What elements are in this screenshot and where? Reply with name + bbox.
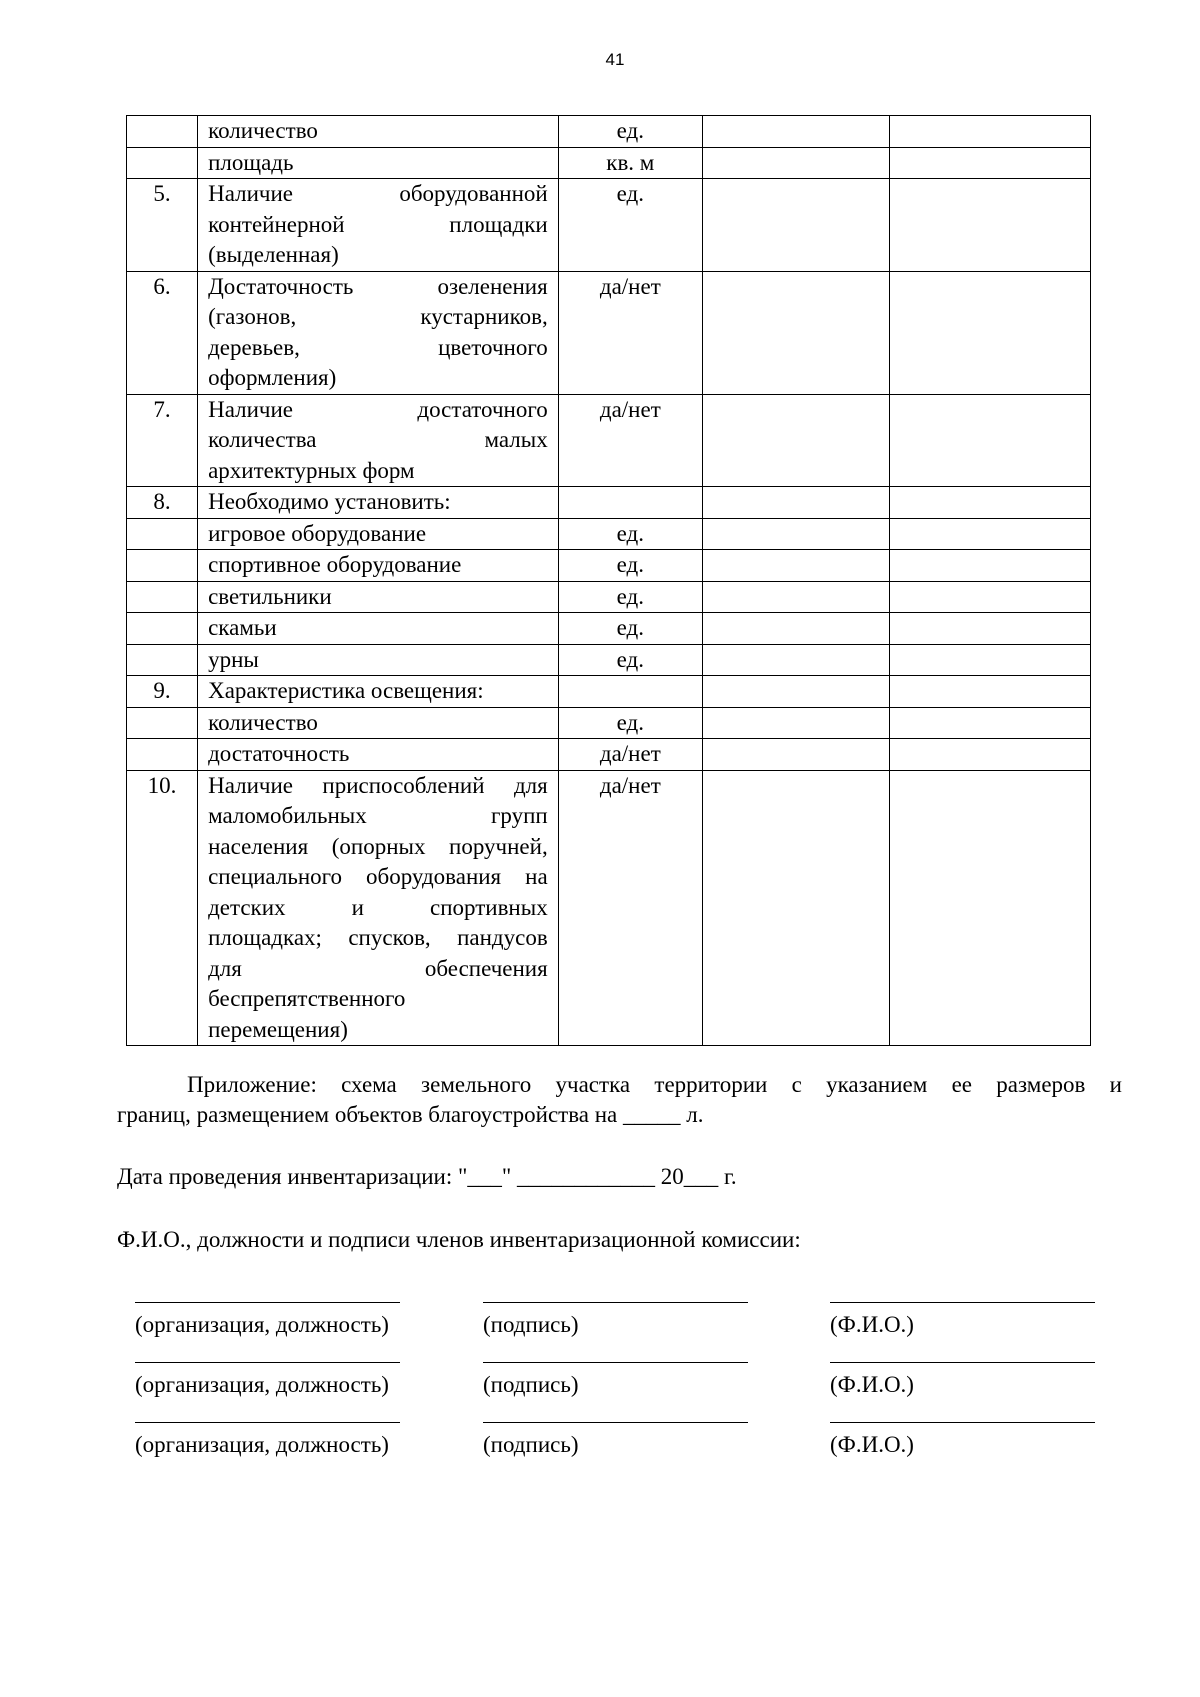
value-cell[interactable] bbox=[702, 613, 889, 645]
note-cell[interactable] bbox=[889, 116, 1090, 148]
note-cell[interactable] bbox=[889, 581, 1090, 613]
indicator-name-cell bbox=[198, 179, 559, 272]
unit-cell: ед. bbox=[558, 613, 702, 645]
value-cell[interactable] bbox=[702, 147, 889, 179]
row-number-cell: 8. bbox=[127, 487, 198, 519]
annex-paragraph bbox=[117, 1070, 1122, 1130]
indicator-name-cell bbox=[198, 581, 559, 613]
note-cell[interactable] bbox=[889, 487, 1090, 519]
indicator-name-cell bbox=[198, 394, 559, 487]
signature-blank-line[interactable] bbox=[830, 1422, 1095, 1423]
indicator-name-line: спортивное оборудование bbox=[208, 552, 462, 577]
row-number-cell: 10. bbox=[127, 770, 198, 1046]
row-number-cell: 5. bbox=[127, 179, 198, 272]
row-number-cell: 6. bbox=[127, 271, 198, 394]
annex-line-1: Приложение: схема земельного участка территории с указанием ее размеров и bbox=[187, 1072, 1122, 1097]
signature-blank-line[interactable] bbox=[830, 1302, 1095, 1303]
indicator-name-line: оформления) bbox=[208, 365, 337, 390]
signature-row bbox=[0, 1422, 1200, 1482]
table-row bbox=[127, 739, 1091, 771]
indicator-name-line: Наличие оборудованной bbox=[208, 181, 548, 206]
row-number-cell: 7. bbox=[127, 394, 198, 487]
signature-blank-line[interactable] bbox=[830, 1362, 1095, 1363]
value-cell[interactable] bbox=[702, 179, 889, 272]
unit-cell: ед. bbox=[558, 581, 702, 613]
indicator-name-line: игровое оборудование bbox=[208, 520, 427, 546]
table-row bbox=[127, 644, 1091, 676]
table-row bbox=[127, 550, 1091, 582]
full-name-label: (Ф.И.О.) bbox=[830, 1372, 914, 1397]
indicator-name-line: архитектурных форм bbox=[208, 457, 415, 483]
table-row bbox=[127, 518, 1091, 550]
row-number-cell bbox=[127, 613, 198, 645]
value-cell[interactable] bbox=[702, 739, 889, 771]
unit-cell: ед. bbox=[558, 644, 702, 676]
note-cell[interactable] bbox=[889, 550, 1090, 582]
indicator-name-line: для обеспечения bbox=[208, 955, 548, 981]
note-cell[interactable] bbox=[889, 179, 1090, 272]
inventory-date-line: Дата проведения инвентаризации: "___" ____________ 20___ г. bbox=[117, 1164, 737, 1189]
note-cell[interactable] bbox=[889, 613, 1090, 645]
signature-label: (подпись) bbox=[483, 1312, 579, 1337]
row-number-cell bbox=[127, 550, 198, 582]
table-row bbox=[127, 613, 1091, 645]
signature-row bbox=[0, 1362, 1200, 1422]
indicator-name-line: площадках; спусков, пандусов bbox=[208, 925, 548, 950]
value-cell[interactable] bbox=[702, 518, 889, 550]
note-cell[interactable] bbox=[889, 147, 1090, 179]
note-cell[interactable] bbox=[889, 271, 1090, 394]
indicator-name-line: детских и спортивных bbox=[208, 894, 548, 920]
signature-blank-line[interactable] bbox=[483, 1302, 748, 1303]
full-name-label: (Ф.И.О.) bbox=[830, 1432, 914, 1457]
indicator-name-cell bbox=[198, 487, 559, 519]
indicator-name-cell bbox=[198, 707, 559, 739]
note-cell[interactable] bbox=[889, 518, 1090, 550]
signature-blank-line[interactable] bbox=[483, 1422, 748, 1423]
indicator-name-line: беспрепятственного bbox=[208, 986, 406, 1011]
row-number-cell bbox=[127, 581, 198, 613]
table-row bbox=[127, 116, 1091, 148]
indicator-name-line: урны bbox=[208, 646, 259, 672]
value-cell[interactable] bbox=[702, 487, 889, 519]
indicator-name-cell bbox=[198, 116, 559, 148]
table-row bbox=[127, 487, 1091, 519]
indicator-name-line: количество bbox=[208, 118, 318, 143]
signature-row bbox=[0, 1302, 1200, 1362]
value-cell[interactable] bbox=[702, 394, 889, 487]
indicator-name-line: Необходимо установить: bbox=[208, 489, 451, 514]
row-number-cell bbox=[127, 644, 198, 676]
signature-label: (подпись) bbox=[483, 1372, 579, 1397]
signature-blank-line[interactable] bbox=[135, 1422, 400, 1423]
note-cell[interactable] bbox=[889, 676, 1090, 708]
note-cell[interactable] bbox=[889, 394, 1090, 487]
organization-position-label: (организация, должность) bbox=[135, 1312, 389, 1337]
indicator-name-line: (выделенная) bbox=[208, 242, 339, 267]
table-row bbox=[127, 581, 1091, 613]
indicator-name-line: площадь bbox=[208, 149, 294, 175]
indicator-name-line: скамьи bbox=[208, 615, 277, 640]
table-row bbox=[127, 271, 1091, 394]
full-name-label: (Ф.И.О.) bbox=[830, 1312, 914, 1337]
page-number: 41 bbox=[605, 50, 625, 69]
unit-cell: ед. bbox=[558, 116, 702, 148]
value-cell[interactable] bbox=[702, 550, 889, 582]
row-number-cell: 9. bbox=[127, 676, 198, 708]
indicator-name-line: Наличие достаточного bbox=[208, 396, 548, 422]
indicator-name-line: количества малых bbox=[208, 427, 548, 452]
indicator-name-line: светильники bbox=[208, 583, 332, 609]
row-number-cell bbox=[127, 116, 198, 148]
row-number-cell bbox=[127, 518, 198, 550]
table-row bbox=[127, 770, 1091, 1046]
value-cell[interactable] bbox=[702, 581, 889, 613]
indicator-name-cell bbox=[198, 550, 559, 582]
value-cell[interactable] bbox=[702, 644, 889, 676]
indicator-name-cell bbox=[198, 739, 559, 771]
note-cell[interactable] bbox=[889, 644, 1090, 676]
indicator-name-line: маломобильных групп bbox=[208, 803, 548, 828]
indicator-name-line: достаточность bbox=[208, 741, 350, 766]
indicator-name-line: перемещения) bbox=[208, 1016, 348, 1042]
organization-position-label: (организация, должность) bbox=[135, 1432, 389, 1457]
unit-cell: да/нет bbox=[558, 770, 702, 1046]
indicator-name-cell bbox=[198, 271, 559, 394]
signature-blank-line[interactable] bbox=[135, 1302, 400, 1303]
value-cell[interactable] bbox=[702, 676, 889, 708]
unit-cell bbox=[558, 487, 702, 519]
value-cell[interactable] bbox=[702, 770, 889, 1046]
unit-cell: да/нет bbox=[558, 271, 702, 394]
table-row bbox=[127, 147, 1091, 179]
unit-cell: кв. м bbox=[558, 147, 702, 179]
indicator-name-cell bbox=[198, 147, 559, 179]
indicator-name-line: количество bbox=[208, 709, 318, 735]
unit-cell: да/нет bbox=[558, 739, 702, 771]
indicator-name-line: деревьев, цветочного bbox=[208, 334, 548, 360]
value-cell[interactable] bbox=[702, 116, 889, 148]
note-cell[interactable] bbox=[889, 707, 1090, 739]
indicator-name-cell bbox=[198, 770, 559, 1046]
unit-cell: ед. bbox=[558, 179, 702, 272]
commission-members-heading: Ф.И.О., должности и подписи членов инвентаризационной комиссии: bbox=[117, 1227, 801, 1252]
table-row bbox=[127, 707, 1091, 739]
row-number-cell bbox=[127, 147, 198, 179]
indicator-name-line: Наличие приспособлений для bbox=[208, 772, 548, 798]
table-row bbox=[127, 394, 1091, 487]
indicator-name-line: Достаточность озеленения bbox=[208, 273, 548, 299]
unit-cell: ед. bbox=[558, 518, 702, 550]
indicator-name-line: специального оборудования на bbox=[208, 864, 548, 889]
unit-cell bbox=[558, 676, 702, 708]
table-row bbox=[127, 676, 1091, 708]
row-number-cell bbox=[127, 739, 198, 771]
indicator-name-line: населения (опорных поручней, bbox=[208, 833, 548, 859]
indicator-name-line: (газонов, кустарников, bbox=[208, 304, 548, 329]
indicator-name-cell bbox=[198, 676, 559, 708]
unit-cell: ед. bbox=[558, 550, 702, 582]
value-cell[interactable] bbox=[702, 707, 889, 739]
indicator-name-line: контейнерной площадки bbox=[208, 211, 548, 237]
row-number-cell bbox=[127, 707, 198, 739]
table-row bbox=[127, 179, 1091, 272]
signature-label: (подпись) bbox=[483, 1432, 579, 1457]
note-cell[interactable] bbox=[889, 739, 1090, 771]
signature-blank-line[interactable] bbox=[135, 1362, 400, 1363]
value-cell[interactable] bbox=[702, 271, 889, 394]
note-cell[interactable] bbox=[889, 770, 1090, 1046]
annex-line-2: границ, размещением объектов благоустройства на _____ л. bbox=[117, 1102, 704, 1127]
indicator-name-cell bbox=[198, 518, 559, 550]
signature-blank-line[interactable] bbox=[483, 1362, 748, 1363]
indicator-name-line: Характеристика освещения: bbox=[208, 678, 484, 703]
unit-cell: ед. bbox=[558, 707, 702, 739]
unit-cell: да/нет bbox=[558, 394, 702, 487]
organization-position-label: (организация, должность) bbox=[135, 1372, 389, 1397]
indicator-name-cell bbox=[198, 644, 559, 676]
indicator-name-cell bbox=[198, 613, 559, 645]
inventory-table bbox=[126, 115, 1091, 1046]
